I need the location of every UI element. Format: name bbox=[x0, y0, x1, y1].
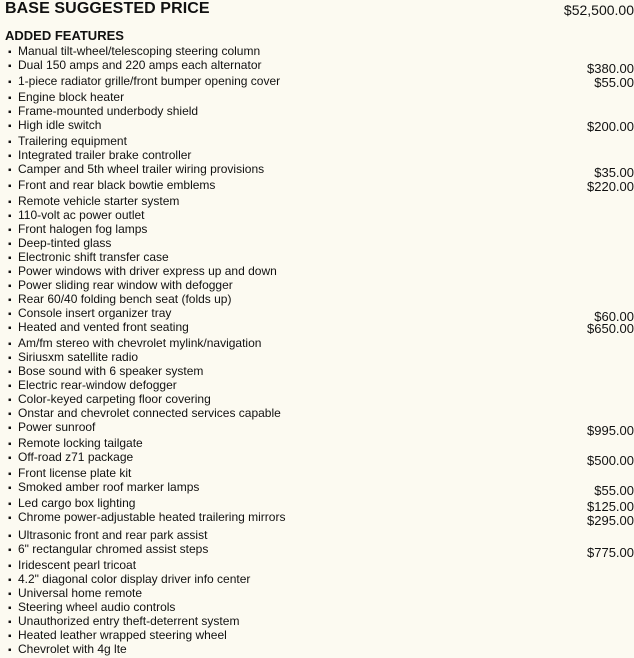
feature-label: Siriusxm satellite radio bbox=[18, 350, 139, 364]
feature-price: $995.00 bbox=[587, 423, 634, 438]
bullet-icon: ▪ bbox=[8, 531, 12, 542]
bullet-icon: ▪ bbox=[8, 151, 12, 162]
bullet-icon: ▪ bbox=[8, 165, 12, 176]
feature-price: $55.00 bbox=[594, 483, 634, 498]
bullet-icon: ▪ bbox=[8, 469, 12, 480]
feature-row bbox=[8, 58, 634, 74]
feature-row bbox=[8, 162, 634, 178]
feature-label: Heated leather wrapped steering wheel bbox=[18, 628, 227, 642]
feature-price: $380.00 bbox=[587, 61, 634, 76]
feature-label: Rear 60/40 folding bench seat (folds up) bbox=[18, 292, 232, 306]
bullet-icon: ▪ bbox=[8, 589, 12, 600]
bullet-icon: ▪ bbox=[8, 197, 12, 208]
feature-label: Integrated trailer brake controller bbox=[18, 148, 192, 162]
bullet-icon: ▪ bbox=[8, 645, 12, 656]
feature-label: High idle switch bbox=[18, 118, 102, 132]
bullet-icon: ▪ bbox=[8, 545, 12, 556]
added-features-title: ADDED FEATURES bbox=[5, 28, 124, 43]
feature-price: $295.00 bbox=[587, 513, 634, 528]
bullet-icon: ▪ bbox=[8, 93, 12, 104]
feature-label: Power windows with driver express up and down bbox=[18, 264, 277, 278]
feature-label: Console insert organizer tray bbox=[18, 306, 172, 320]
feature-label: Chrome power-adjustable heated trailering mirrors bbox=[18, 510, 286, 524]
feature-label: Remote vehicle starter system bbox=[18, 194, 180, 208]
bullet-icon: ▪ bbox=[8, 137, 12, 148]
feature-row bbox=[8, 420, 634, 436]
feature-label: Manual tilt-wheel/telescoping steering column bbox=[18, 44, 261, 58]
feature-label: Frame-mounted underbody shield bbox=[18, 104, 199, 118]
bullet-icon: ▪ bbox=[8, 499, 12, 510]
feature-label: Off-road z71 package bbox=[18, 450, 134, 464]
bullet-icon: ▪ bbox=[8, 367, 12, 378]
feature-label: Remote locking tailgate bbox=[18, 436, 143, 450]
feature-label: Iridescent pearl tricoat bbox=[18, 558, 137, 572]
feature-label: Onstar and chevrolet connected services capable bbox=[18, 406, 281, 420]
base-price-value: $52,500.00 bbox=[563, 2, 634, 18]
base-price-header bbox=[5, 0, 634, 22]
feature-price: $125.00 bbox=[587, 499, 634, 514]
bullet-icon: ▪ bbox=[8, 631, 12, 642]
bullet-icon: ▪ bbox=[8, 423, 12, 434]
feature-price: $55.00 bbox=[594, 75, 634, 90]
bullet-icon: ▪ bbox=[8, 309, 12, 320]
bullet-icon: ▪ bbox=[8, 395, 12, 406]
feature-label: 110-volt ac power outlet bbox=[18, 208, 145, 222]
feature-label: Front and rear black bowtie emblems bbox=[18, 178, 216, 192]
feature-row bbox=[8, 510, 634, 526]
feature-price: $200.00 bbox=[587, 119, 634, 134]
bullet-icon: ▪ bbox=[8, 295, 12, 306]
feature-label: Electric rear-window defogger bbox=[18, 378, 177, 392]
bullet-icon: ▪ bbox=[8, 239, 12, 250]
bullet-icon: ▪ bbox=[8, 483, 12, 494]
feature-row bbox=[8, 642, 634, 658]
bullet-icon: ▪ bbox=[8, 323, 12, 334]
bullet-icon: ▪ bbox=[8, 603, 12, 614]
feature-label: Bose sound with 6 speaker system bbox=[18, 364, 204, 378]
bullet-icon: ▪ bbox=[8, 181, 12, 192]
feature-label: Power sliding rear window with defogger bbox=[18, 278, 233, 292]
feature-price: $220.00 bbox=[587, 179, 634, 194]
bullet-icon: ▪ bbox=[8, 409, 12, 420]
feature-label: Power sunroof bbox=[18, 420, 96, 434]
bullet-icon: ▪ bbox=[8, 107, 12, 118]
feature-label: Front halogen fog lamps bbox=[18, 222, 148, 236]
feature-label: Ultrasonic front and rear park assist bbox=[18, 528, 208, 542]
bullet-icon: ▪ bbox=[8, 121, 12, 132]
feature-price: $775.00 bbox=[587, 545, 634, 560]
feature-row bbox=[8, 450, 634, 466]
bullet-icon: ▪ bbox=[8, 211, 12, 222]
feature-price: $650.00 bbox=[587, 321, 634, 336]
feature-row bbox=[8, 74, 634, 90]
feature-label: Camper and 5th wheel trailer wiring provisions bbox=[18, 162, 265, 176]
bullet-icon: ▪ bbox=[8, 439, 12, 450]
bullet-icon: ▪ bbox=[8, 339, 12, 350]
feature-label: Steering wheel audio controls bbox=[18, 600, 176, 614]
feature-label: Heated and vented front seating bbox=[18, 320, 189, 334]
feature-label: Chevrolet with 4g lte bbox=[18, 642, 127, 656]
bullet-icon: ▪ bbox=[8, 61, 12, 72]
feature-label: Deep-tinted glass bbox=[18, 236, 112, 250]
bullet-icon: ▪ bbox=[8, 47, 12, 58]
feature-row bbox=[8, 542, 634, 558]
feature-price: $35.00 bbox=[594, 165, 634, 180]
bullet-icon: ▪ bbox=[8, 77, 12, 88]
feature-label: Trailering equipment bbox=[18, 134, 127, 148]
bullet-icon: ▪ bbox=[8, 561, 12, 572]
feature-label: Color-keyed carpeting floor covering bbox=[18, 392, 211, 406]
feature-label: Electronic shift transfer case bbox=[18, 250, 169, 264]
bullet-icon: ▪ bbox=[8, 575, 12, 586]
bullet-icon: ▪ bbox=[8, 513, 12, 524]
feature-label: 6" rectangular chromed assist steps bbox=[18, 542, 209, 556]
feature-label: 1-piece radiator grille/front bumper opening cover bbox=[18, 74, 281, 88]
feature-label: Universal home remote bbox=[18, 586, 143, 600]
bullet-icon: ▪ bbox=[8, 617, 12, 628]
bullet-icon: ▪ bbox=[8, 253, 12, 264]
bullet-icon: ▪ bbox=[8, 453, 12, 464]
feature-price: $60.00 bbox=[594, 309, 634, 324]
feature-row bbox=[8, 178, 634, 194]
bullet-icon: ▪ bbox=[8, 225, 12, 236]
feature-label: Led cargo box lighting bbox=[18, 496, 136, 510]
bullet-icon: ▪ bbox=[8, 353, 12, 364]
feature-price: $500.00 bbox=[587, 453, 634, 468]
base-price-title: BASE SUGGESTED PRICE bbox=[5, 0, 210, 17]
feature-label: Dual 150 amps and 220 amps each alternator bbox=[18, 58, 262, 72]
feature-label: Unauthorized entry theft-deterrent system bbox=[18, 614, 240, 628]
feature-row bbox=[8, 320, 634, 336]
feature-row bbox=[8, 480, 634, 496]
bullet-icon: ▪ bbox=[8, 281, 12, 292]
feature-label: Front license plate kit bbox=[18, 466, 132, 480]
bullet-icon: ▪ bbox=[8, 381, 12, 392]
feature-label: Am/fm stereo with chevrolet mylink/navigation bbox=[18, 336, 262, 350]
feature-label: 4.2" diagonal color display driver info center bbox=[18, 572, 251, 586]
feature-label: Smoked amber roof marker lamps bbox=[18, 480, 200, 494]
feature-label: Engine block heater bbox=[18, 90, 125, 104]
feature-row bbox=[8, 118, 634, 134]
bullet-icon: ▪ bbox=[8, 267, 12, 278]
